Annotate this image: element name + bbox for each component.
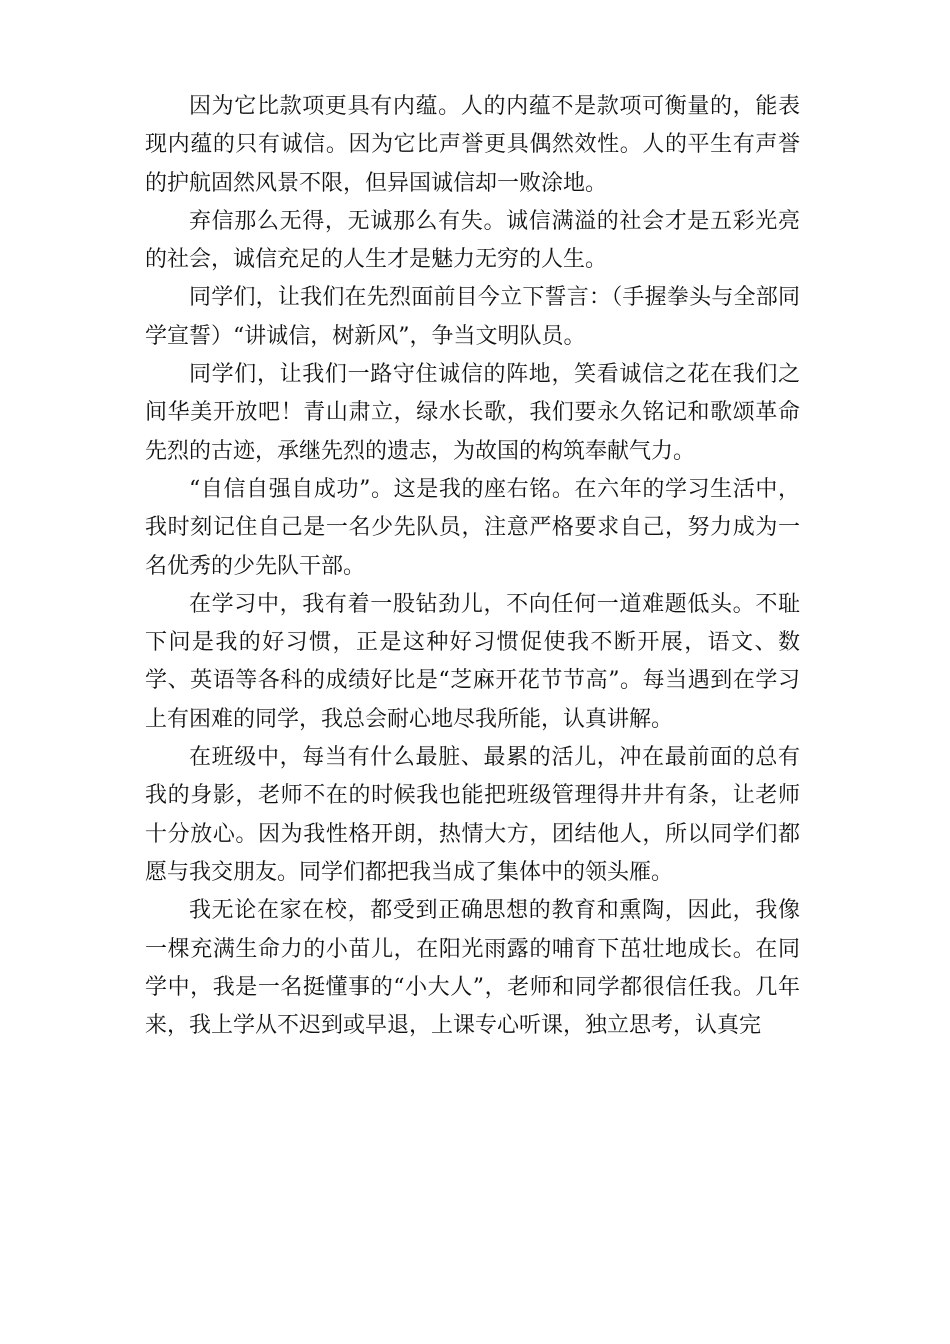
paragraph-1: 因为它比款项更具有内蕴。人的内蕴不是款项可衡量的，能表现内蕴的只有诚信。因为它比声誉更具偶然效性。人的平生有声誉的护航固然风景不限，但异国诚信却一败涂地。 [145, 94, 800, 196]
paragraph-5: “自信自强自成功”。这是我的座右铭。在六年的学习生活中，我时刻记住自己是一名少先队员，注意严格要求自己，努力成为一名优秀的少先队干部。 [145, 476, 800, 579]
paragraph-4: 同学们，让我们一路守住诚信的阵地，笑看诚信之花在我们之间华美开放吧！青山肃立，绿水长歌，我们要永久铭记和歌颂革命先烈的古迹，承继先烈的遗志，为故国的构筑奉献气力。 [145, 362, 800, 464]
paragraph-7: 在班级中，每当有什么最脏、最累的活儿，冲在最前面的总有我的身影，老师不在的时候我也能把班级管理得井井有条，让老师十分放心。因为我性格开朗，热情大方，团结他人，所以同学们都愿与我交朋友。同学们都把我当成了集体中的领头雁。 [145, 745, 800, 885]
paragraph-3: 同学们，让我们在先烈面前目今立下誓言：（手握拳头与全部同学宣誓）“讲诚信，树新风”，争当文明队员。 [145, 285, 800, 349]
document-page [145, 88, 800, 1045]
paragraph-8: 我无论在家在校，都受到正确思想的教育和熏陶，因此，我像一棵充满生命力的小苗儿，在阳光雨露的哺育下茁壮地成长。在同学中，我是一名挺懂事的“小大人”，老师和同学都很信任我。几年来，我上学从不迟到或早退，上课专心听课，独立思考，认真完 [145, 898, 800, 1039]
paragraph-6: 在学习中，我有着一股钻劲儿，不向任何一道难题低头。不耻下问是我的好习惯，正是这种好习惯促使我不断开展，语文、数学、英语等各科的成绩好比是“芝麻开花节节高”。每当遇到在学习上有困难的同学，我总会耐心地尽我所能，认真讲解。 [145, 591, 800, 732]
paragraph-2: 弃信那么无得，无诚那么有失。诚信满溢的社会才是五彩光亮的社会，诚信充足的人生才是魅力无穷的人生。 [145, 208, 800, 273]
